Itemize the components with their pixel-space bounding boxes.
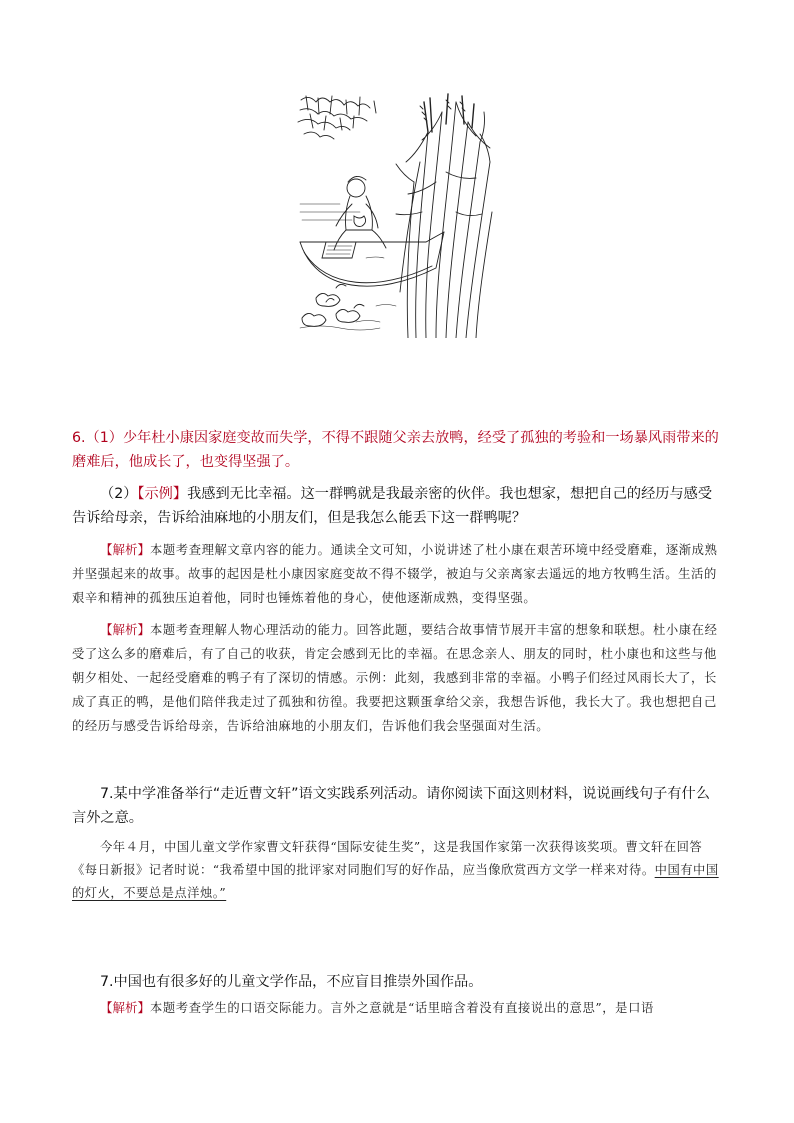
- q7-underlined-sentence: 中国有中国的灯火，不要总是点洋烛。”: [72, 863, 719, 900]
- q7-analysis-text: 本题考查学生的口语交际能力。言外之意就是“话里暗含着没有直接说出的意思”，是口语: [150, 1001, 654, 1015]
- q6-analysis-2: [72, 618, 722, 738]
- q6-analysis-2-text: 本题考查理解人物心理活动的能力。回答此题，要结合故事情节展开丰富的想象和联想。杜小康在经受了这么多的磨难后，有了自己的收获，肯定会感到无比的幸福。在思念亲人、朋友的同时，杜小康也和这些与他朝夕相处、一起经受磨难的鸭子有了深切的情感。示例：此刻，我感到非常的幸福。小鸭子们经过风雨长大了，长成了真正的鸭，是他们陪伴我走过了孤独和彷徨。我要把这颗蛋拿给父亲，我想告诉他，我长大了。我也想把自己的经历与感受告诉给母亲，告诉给油麻地的小朋友们，告诉他们我会坚强面对生活。: [72, 623, 718, 733]
- q6-answer-2-tag: 【示例】: [137, 486, 188, 502]
- boy-in-boat-illustration: [296, 92, 494, 338]
- q6-answer-1: 6.（1）少年杜小康因家庭变故而失学，不得不跟随父亲去放鸭，经受了孤独的考验和一场暴风雨带来的磨难后，他成长了，也变得坚强了。: [72, 430, 719, 470]
- q6-answer-2-text: 我感到无比幸福。这一群鸭就是我最亲密的伙伴。我也想家，想把自己的经历与感受告诉给母亲，告诉给油麻地的小朋友们，但是我怎么能丢下这一群鸭呢？: [72, 486, 713, 526]
- analysis-tag: 【解析】: [100, 622, 151, 637]
- q7-analysis: [72, 996, 722, 1020]
- q6-answer-2-number: （2）: [100, 486, 138, 502]
- analysis-tag: 【解析】: [100, 1000, 151, 1015]
- q7-question: 7.某中学准备举行“走近曹文轩”语文实践系列活动。请你阅读下面这则材料，说说画线句子有什么言外之意。: [72, 786, 710, 826]
- q7-material: [72, 836, 722, 905]
- q7-material-text: 今年４月，中国儿童文学作家曹文轩获得“国际安徒生奖”，这是我国作家第一次获得该奖项。曹文轩在回答《每日新报》记者时说：“我希望中国的批评家对同胞们写的好作品，应当像欣赏西方文学一样来对待。: [72, 840, 703, 877]
- q7-answer: 7.中国也有很多好的儿童文学作品，不应盲目推崇外国作品。: [100, 974, 483, 990]
- q6-analysis-1: [72, 538, 722, 610]
- q6-answer-2: [72, 482, 722, 530]
- analysis-tag: 【解析】: [100, 542, 151, 557]
- q6-analysis-1-text: 本题考查理解文章内容的能力。通读全文可知，小说讲述了杜小康在艰苦环境中经受磨难，逐渐成熟并坚强起来的故事。故事的起因是杜小康因家庭变故不得不辍学，被迫与父亲离家去遥远的地方牧鸭生活。生活的艰辛和精神的孤独压迫着他，同时也锤炼着他的身心，使他逐渐成熟，变得坚强。: [72, 543, 718, 605]
